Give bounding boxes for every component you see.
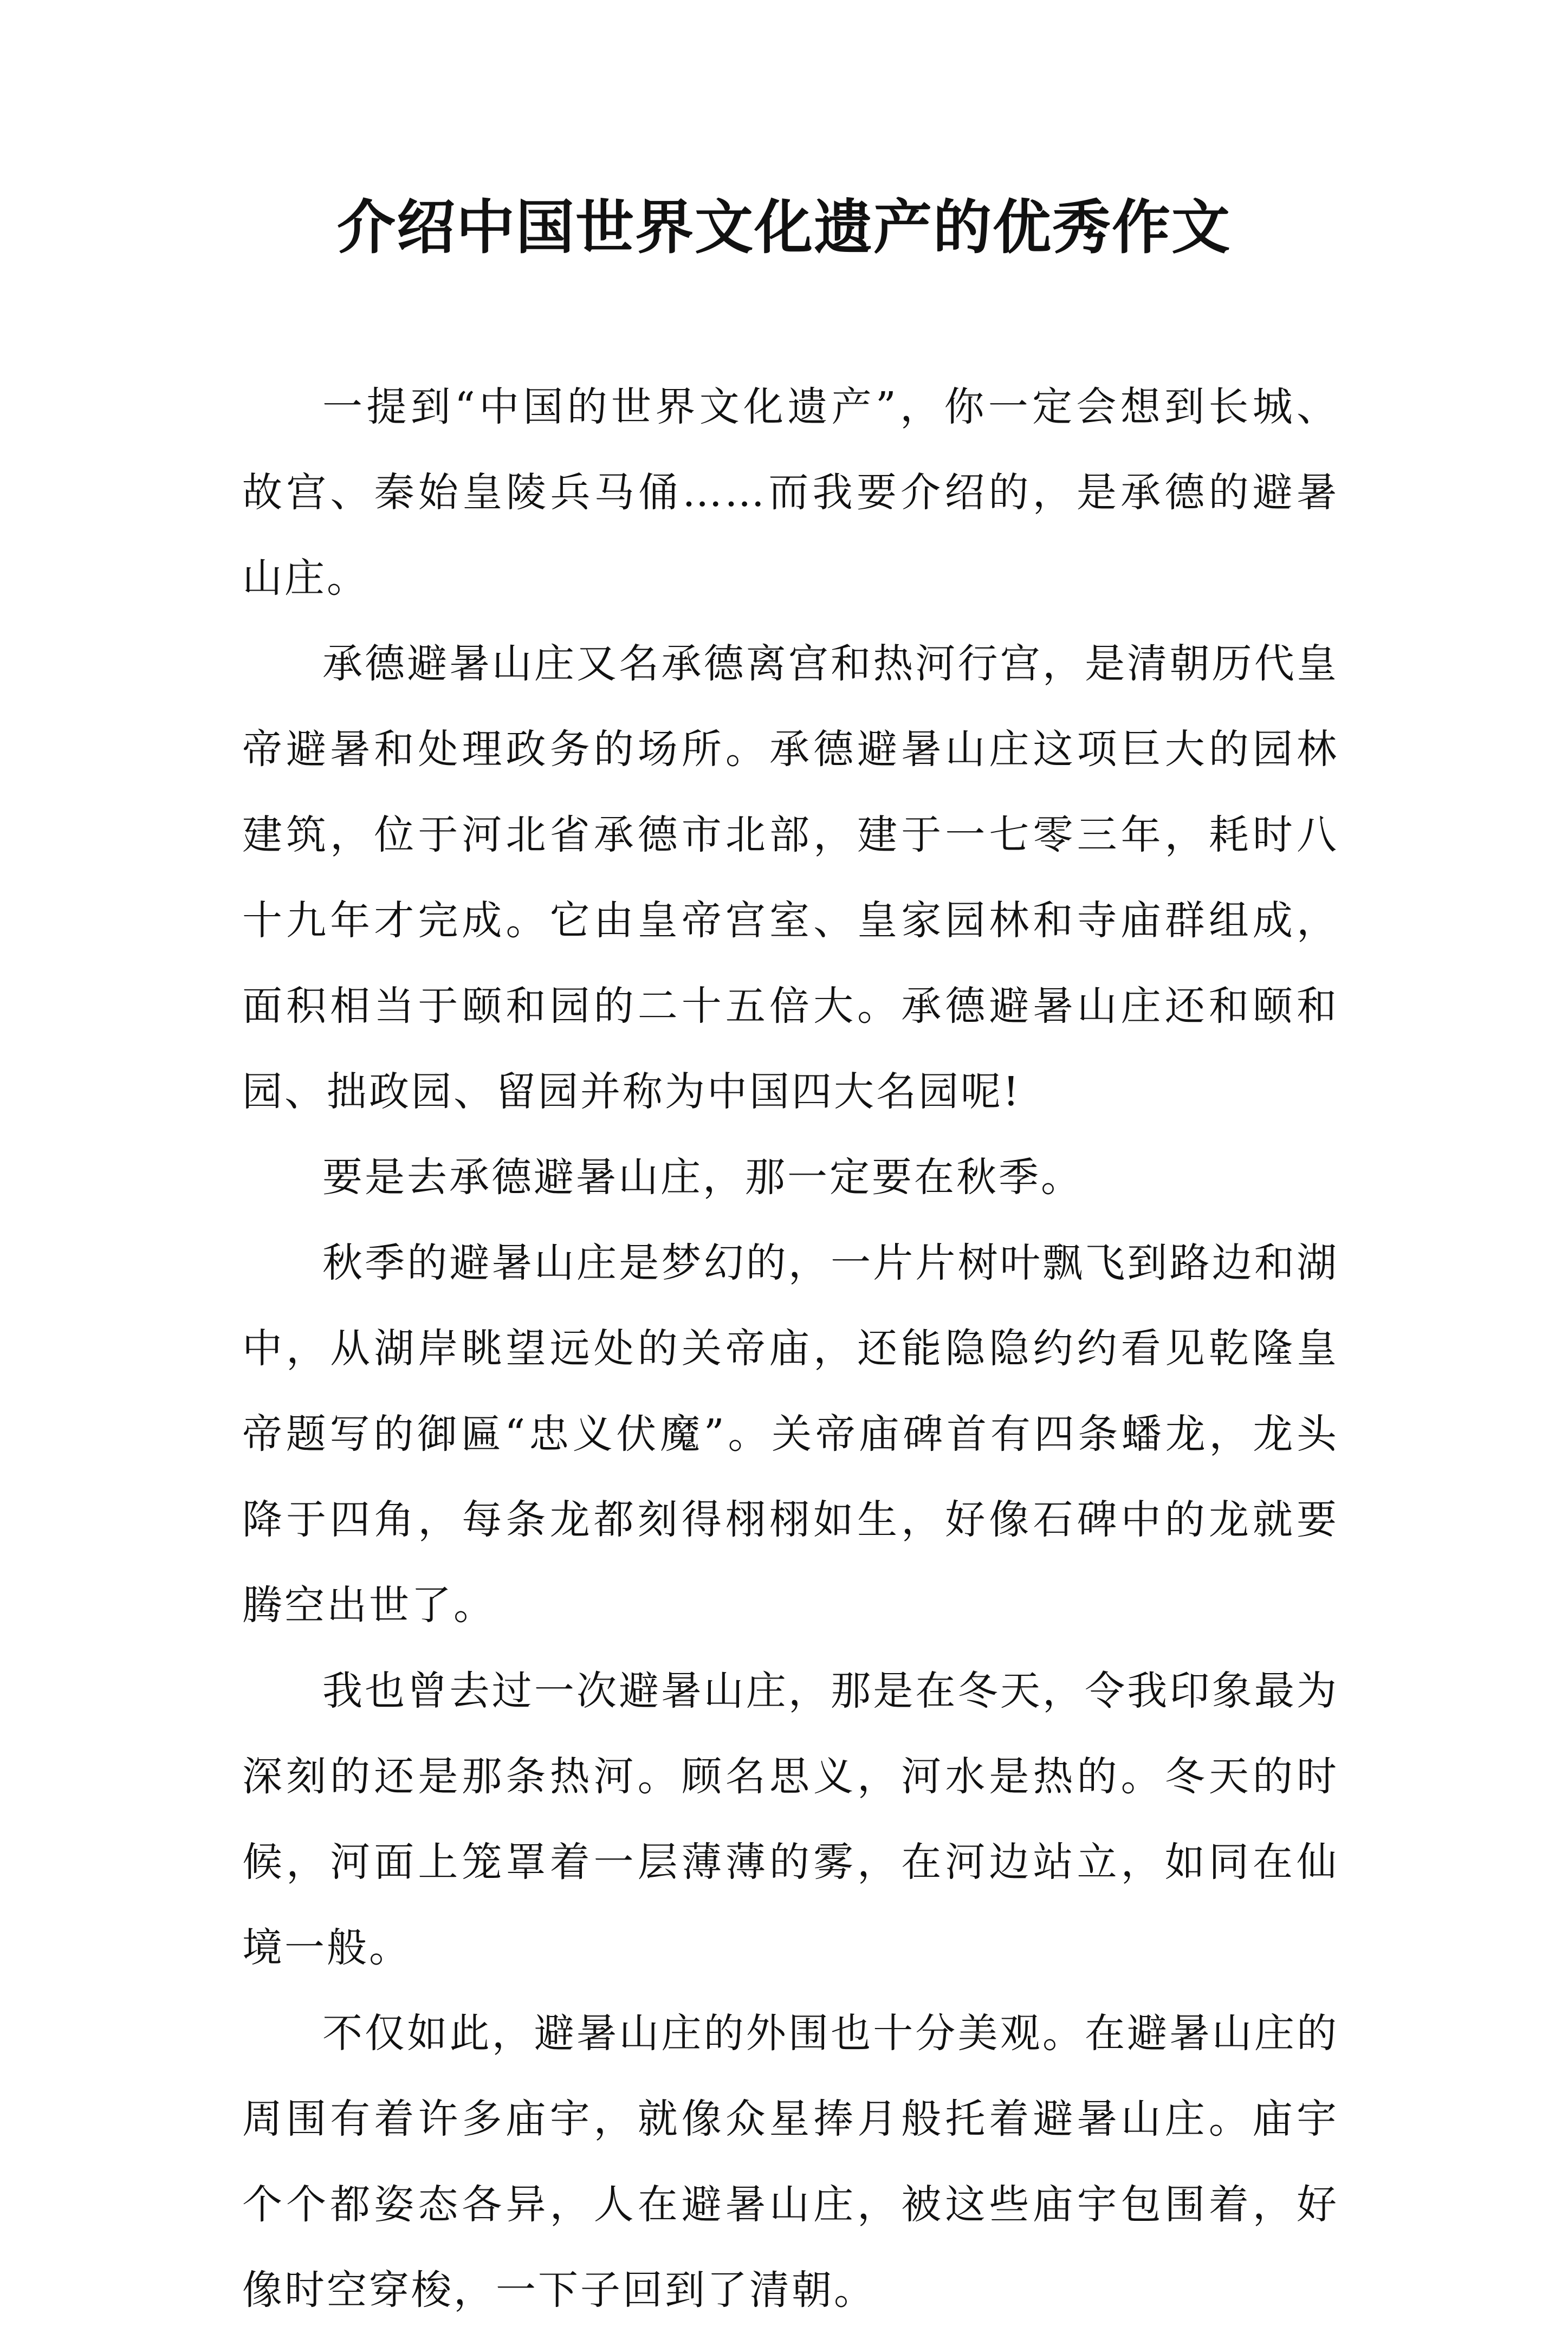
paragraph-2: 承德避暑山庄又名承德离宫和热河行宫，是清朝历代皇帝避暑和处理政务的场所。承德避暑山庄这项巨大的园林建筑，位于河北省承德市北部，建于一七零三年，耗时八十九年才完成。它由皇帝宫室、皇家园林和寺庙群组成，面积相当于颐和园的二十五倍大。承德避暑山庄还和颐和园、拙政园、留园并称为中国四大名园呢! <box>242 640 1339 1115</box>
paragraph-1: 一提到“中国的世界文化遗产”，你一定会想到长城、故宫、秦始皇陵兵马俑……而我要介绍的，是承德的避暑山庄。 <box>242 384 1339 601</box>
paragraph-5: 我也曾去过一次避暑山庄，那是在冬天，令我印象最为深刻的还是那条热河。顾名思义，河水是热的。冬天的时候，河面上笼罩着一层薄薄的雾，在河边站立，如同在仙境一般。 <box>242 1668 1339 1971</box>
paragraph-3: 要是去承德避暑山庄，那一定要在秋季。 <box>322 1154 1083 1201</box>
paragraph-4: 秋季的避暑山庄是梦幻的，一片片树叶飘飞到路边和湖中，从湖岸眺望远处的关帝庙，还能隐隐约约看见乾隆皇帝题写的御匾“忠义伏魔”。关帝庙碑首有四条蟠龙，龙头降于四角，每条龙都刻得栩栩如生，好像石碑中的龙就要腾空出世了。 <box>242 1240 1339 1629</box>
paragraph-6: 不仅如此，避暑山庄的外围也十分美观。在避暑山庄的周围有着许多庙宇，就像众星捧月般托着避暑山庄。庙宇个个都姿态各异，人在避暑山庄，被这些庙宇包围着，好像时空穿梭，一下子回到了清朝。 <box>242 2010 1339 2313</box>
document-title: 介绍中国世界文化遗产的优秀作文 <box>336 193 1231 262</box>
document-body <box>242 364 1339 2333</box>
